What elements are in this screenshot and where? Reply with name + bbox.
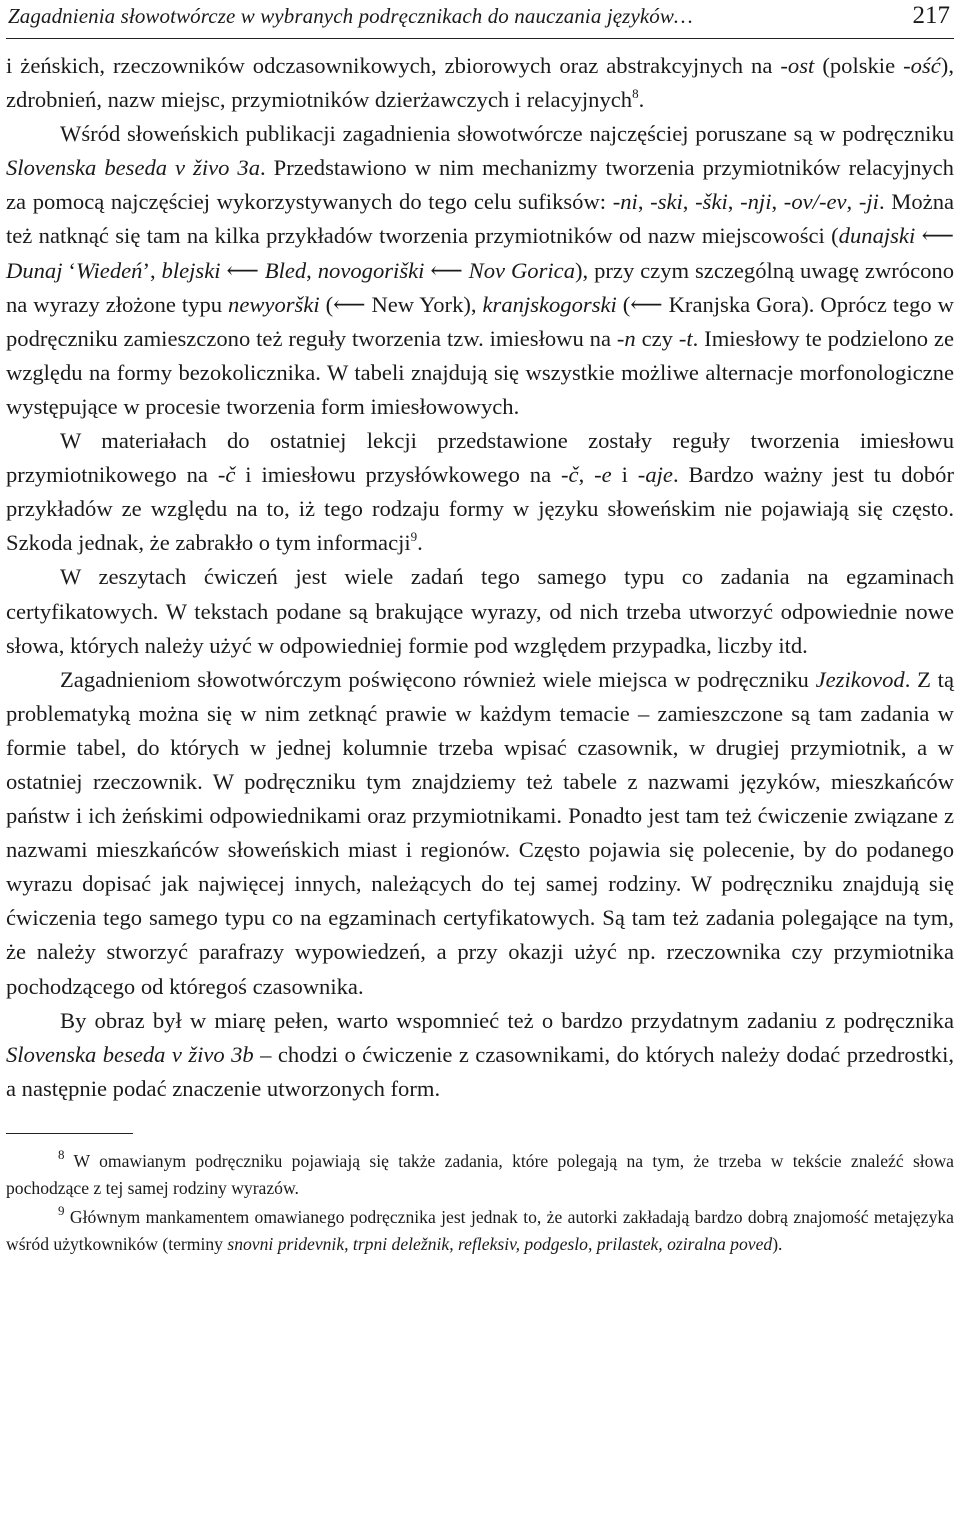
paragraph-3: W materiałach do ostatniej lekcji przedstawione zostały reguły tworzenia imiesłowu przymiotnikowego na -č i imiesłowu przysłówkowego na -č, -e i -aje. Bardzo ważny jest tu dobór przykładów ze względu na to, iż tego rodzaju formy w języku słoweńskim nie pojawiają się często. Szkoda jednak, że zabrakło o tym informacji$^9$. <box>6 428 954 556</box>
paragraph-4: W zeszytach ćwiczeń jest wiele zadań tego samego typu co zadania na egzaminach certyfikatowych. W tekstach podane są brakujące wyrazy, od nich trzeba utworzyć odpowiednie nowe słowa, których należy użyć w odpowiedniej formie pod względem przypadka, liczby itd. <box>6 564 954 658</box>
paragraph-2: Wśród słoweńskich publikacji zagadnienia słowotwórcze najczęściej poruszane są w podręczniku Slovenska beseda v živo 3a. Przedstawiono w nim mechanizmy tworzenia przymiotników relacyjnych za pomocą najczęściej wykorzystywanych do tego celu sufiksów: -ni, -ski, -ški, -nji, -ov/-ev, -ji. Można też natknąć się tam na kilka przykładów tworzenia przymiotników od nazw miejscowości (dunajski ⟵ Dunaj ‘Wiedeń’, blejski ⟵ Bled, novogoriški ⟵ Nov Gorica), przy czym szczególną uwagę zwrócono na wyrazy złożone typu newyorški (⟵ New York), kranjskogorski (⟵ Kranjska Gora). Oprócz tego w podręczniku zamieszczono też reguły tworzenia tzw. imiesłowu na -n czy -t. Imiesłowy te podzielono ze względu na formy bezokolicznika. W tabeli znajdują się wszystkie możliwe alternacje morfonologiczne występujące w procesie tworzenia form imiesłowowych. <box>6 121 955 419</box>
footnote-9: $^9$ Głównym mankamentem omawianego podręcznika jest jednak to, że autorki zakładają bardzo dobrą znajomość metajęzyka wśród użytkowników (terminy snovni pridevnik, trpni deležnik, refleksiv, podgeslo, prilastek, oziralna poved). <box>6 1202 954 1254</box>
document-page <box>6 0 954 1259</box>
running-header <box>6 2 954 39</box>
page-number: 217 <box>912 2 950 29</box>
body-text <box>6 49 954 1106</box>
running-title: Zagadnienia słowotwórcze w wybranych podręcznikach do nauczania języków… <box>8 4 693 28</box>
footnote-8: $^8$ W omawianym podręczniku pojawiają się także zadania, które polegają na tym, że trzeba w tekście znaleźć słowa pochodzące z tej samej rodziny wyrazów. <box>6 1147 954 1199</box>
paragraph-5: Zagadnieniom słowotwórczym poświęcono również wiele miejsca w podręczniku Jezikovod. Z tą problematyką można się w nim zetknąć prawie w każdym temacie – zamieszczone są tam zadania w formie tabel, do których w jednej kolumnie trzeba wpisać czasownik, w drugiej przymiotnik, a w ostatniej rzeczownik. W podręczniku tym znajdziemy też tabele z nazwami języków, mieszkańców państw i ich żeńskimi odpowiednikami oraz przymiotnikami. Ponadto jest tam też ćwiczenie związane z nazwami mieszkańców słoweńskich miast i regionów. Często pojawia się polecenie, by do podanego wyrazu dopisać jak najwięcej innych, należących do tej samej rodziny. W podręczniku znajdują się ćwiczenia tego samego typu co na egzaminach certyfikatowych. Są tam też zadania polegające na tym, że należy stworzyć parafrazy wypowiedzeń, a przy okazji użyć np. rzeczownika czy przymiotnika pochodzącego od któregoś czasownika. <box>6 666 954 999</box>
paragraph-1: i żeńskich, rzeczowników odczasownikowych, zbiorowych oraz abstrakcyjnych na -ost (polskie -ość), zdrobnień, nazw miejsc, przymiotników dzierżawczych i relacyjnych$^8$. <box>6 53 954 113</box>
paragraph-6: By obraz był w miarę pełen, warto wspomnieć też o bardzo przydatnym zadaniu z podręcznika Slovenska beseda v živo 3b – chodzi o ćwiczenie z czasownikami, do których należy dodać przedrostki, a następnie podać znaczenie utworzonych form. <box>6 1007 954 1101</box>
footnote-separator <box>6 1133 133 1134</box>
footnotes <box>6 1148 954 1258</box>
